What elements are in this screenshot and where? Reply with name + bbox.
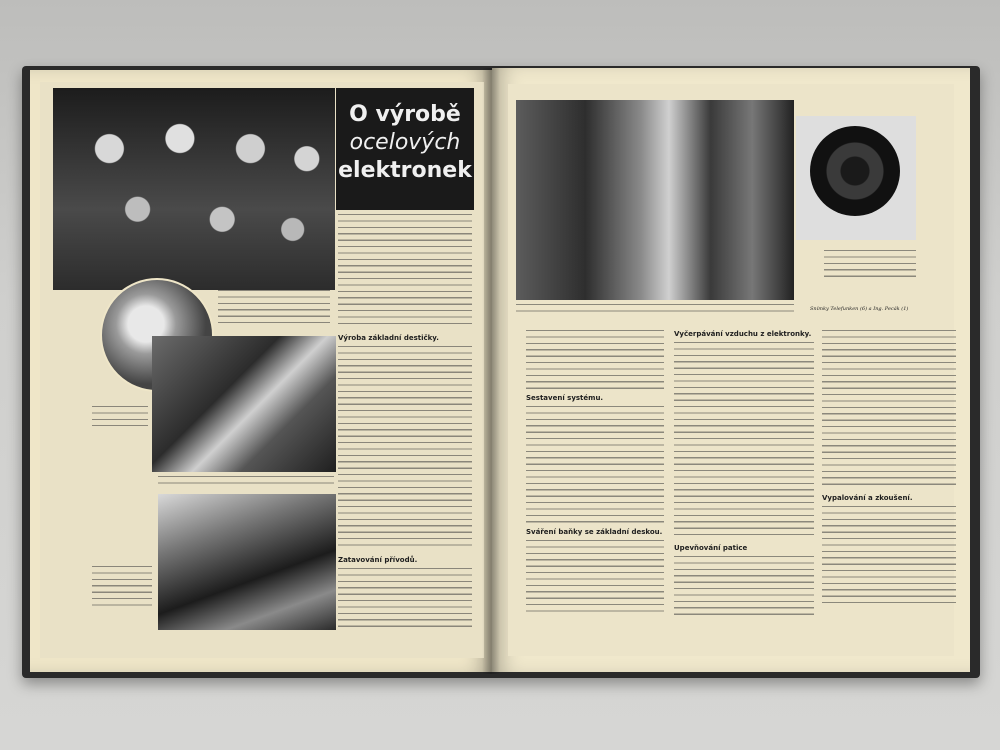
intro-text: [338, 214, 472, 326]
worker-photo-2: [158, 494, 336, 630]
title-line-3: elektronek: [338, 158, 472, 183]
caption-round: [92, 406, 148, 426]
text-evacuation: [674, 342, 814, 540]
book-gutter: [482, 68, 500, 674]
title-line-1: O výrobě: [349, 102, 461, 127]
text-testing: [822, 506, 956, 606]
section-heading-testing: Vypalování a zkoušení.: [822, 494, 913, 502]
photo-credit: Snímky Telefunken (6) a Ing. Pecák (1): [810, 306, 909, 312]
text-assembly: [526, 406, 664, 524]
caption-worker-1: [158, 476, 334, 488]
title-box-underline: [336, 206, 474, 210]
section-heading-evacuation: Vyčerpávání vzduchu z elektronky.: [674, 330, 812, 338]
caption-tube-bottom: [824, 250, 916, 280]
caption-worker-2: [92, 566, 152, 608]
text-welding: [526, 540, 664, 612]
text-col1-top: [526, 330, 664, 390]
caption-factory: [516, 304, 794, 316]
text-col3-top: [822, 330, 956, 490]
caption-tubes: [218, 290, 330, 326]
section-heading-base: Upevňování patice: [674, 544, 748, 552]
worker-photo-1: [152, 336, 336, 472]
text-sealing: [338, 568, 472, 630]
tubes-photo: [53, 88, 335, 290]
tube-base-disc: [810, 126, 900, 216]
section-heading-welding: Sváření baňky se základní deskou.: [526, 528, 663, 536]
text-basic-plate: [338, 346, 472, 551]
section-heading-basic-plate: Výroba základní destičky.: [338, 334, 439, 342]
section-heading-assembly: Sestavení systému.: [526, 394, 604, 402]
article-title-box: [336, 88, 474, 206]
factory-machines-photo: [516, 100, 794, 300]
text-base: [674, 556, 814, 618]
title-line-2: ocelových: [349, 130, 461, 155]
section-heading-sealing: Zatavování přívodů.: [338, 556, 418, 564]
